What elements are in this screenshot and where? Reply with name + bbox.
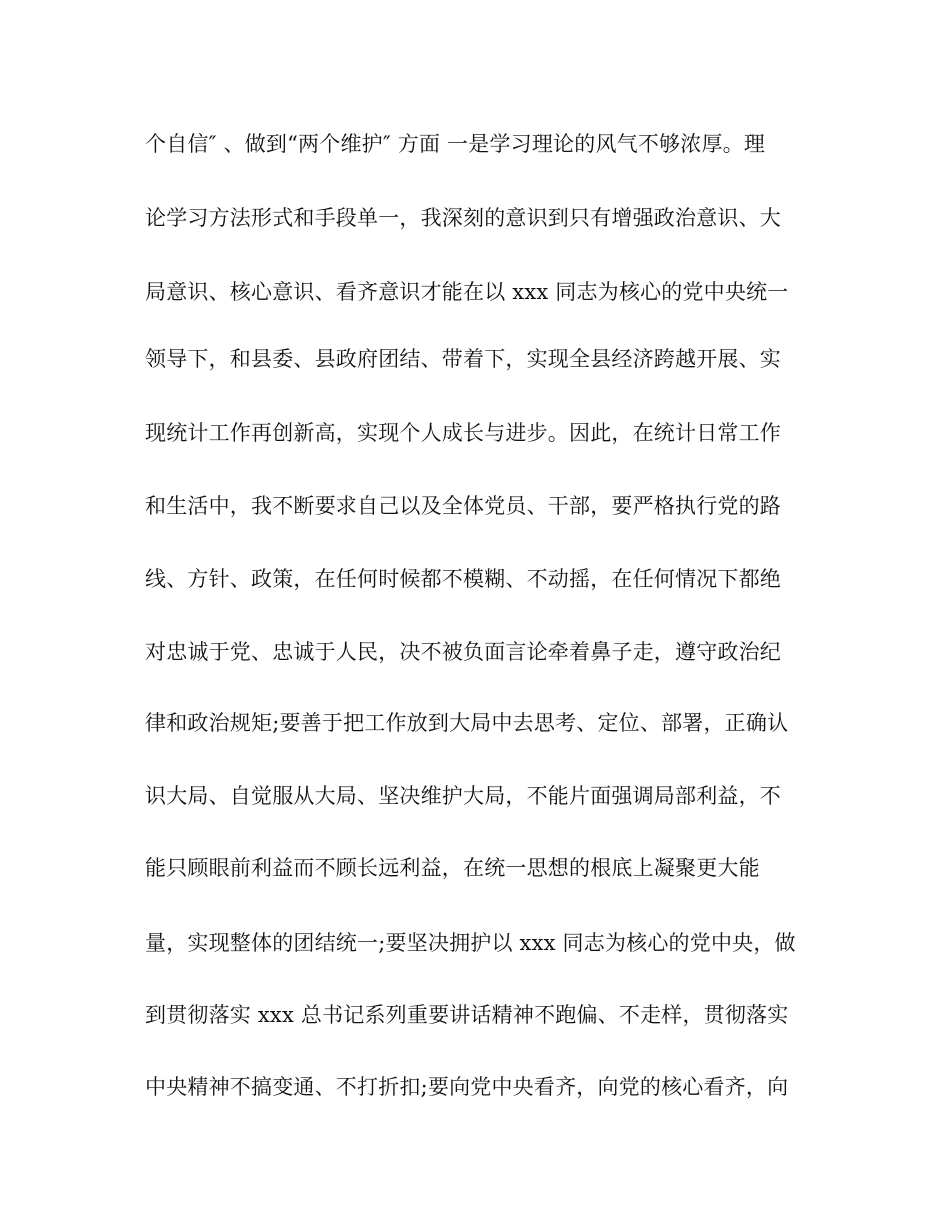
paragraph-line: 对忠诚于党、忠诚于人民，决不被负面言论牵着鼻子走，遵守政治纪: [145, 640, 781, 664]
paragraph-line: 中央精神不搞变通、不打折扣;要向党中央看齐，向党的核心看齐，向: [145, 1075, 789, 1099]
paragraph-line: 和生活中，我不断要求自己以及全体党员、干部，要严格执行党的路: [145, 494, 781, 518]
paragraph-line: 量，实现整体的团结统一;要坚决拥护以 xxx 同志为核心的党中央，做: [145, 931, 796, 955]
paragraph-line: 线、方针、政策，在任何时候都不模糊、不动摇，在任何情况下都绝: [145, 567, 781, 591]
paragraph-line: 识大局、自觉服从大局、坚决维护大局，不能片面强调局部利益，不: [145, 784, 781, 808]
paragraph-line: 局意识、核心意识、看齐意识才能在以 xxx 同志为核心的党中央统一: [145, 280, 789, 304]
paragraph-line: 现统计工作再创新高，实现个人成长与进步。因此，在统计日常工作: [145, 421, 781, 445]
paragraph-line: 论学习方法形式和手段单一，我深刻的意识到只有增强政治意识、大: [145, 206, 781, 230]
paragraph-line: 个自信″ 、做到“两个维护″ 方面 一是学习理论的风气不够浓厚。理: [145, 132, 766, 156]
paragraph-line: 能只顾眼前利益而不顾长远利益，在统一思想的根底上凝聚更大能: [145, 856, 760, 880]
paragraph-line: 到贯彻落实 xxx 总书记系列重要讲话精神不跑偏、不走样，贯彻落实: [145, 1003, 789, 1027]
paragraph-line: 领导下，和县委、县政府团结、带着下，实现全县经济跨越开展、实: [145, 347, 781, 371]
paragraph-line: 律和政治规矩;要善于把工作放到大局中去思考、定位、部署，正确认: [145, 711, 789, 735]
